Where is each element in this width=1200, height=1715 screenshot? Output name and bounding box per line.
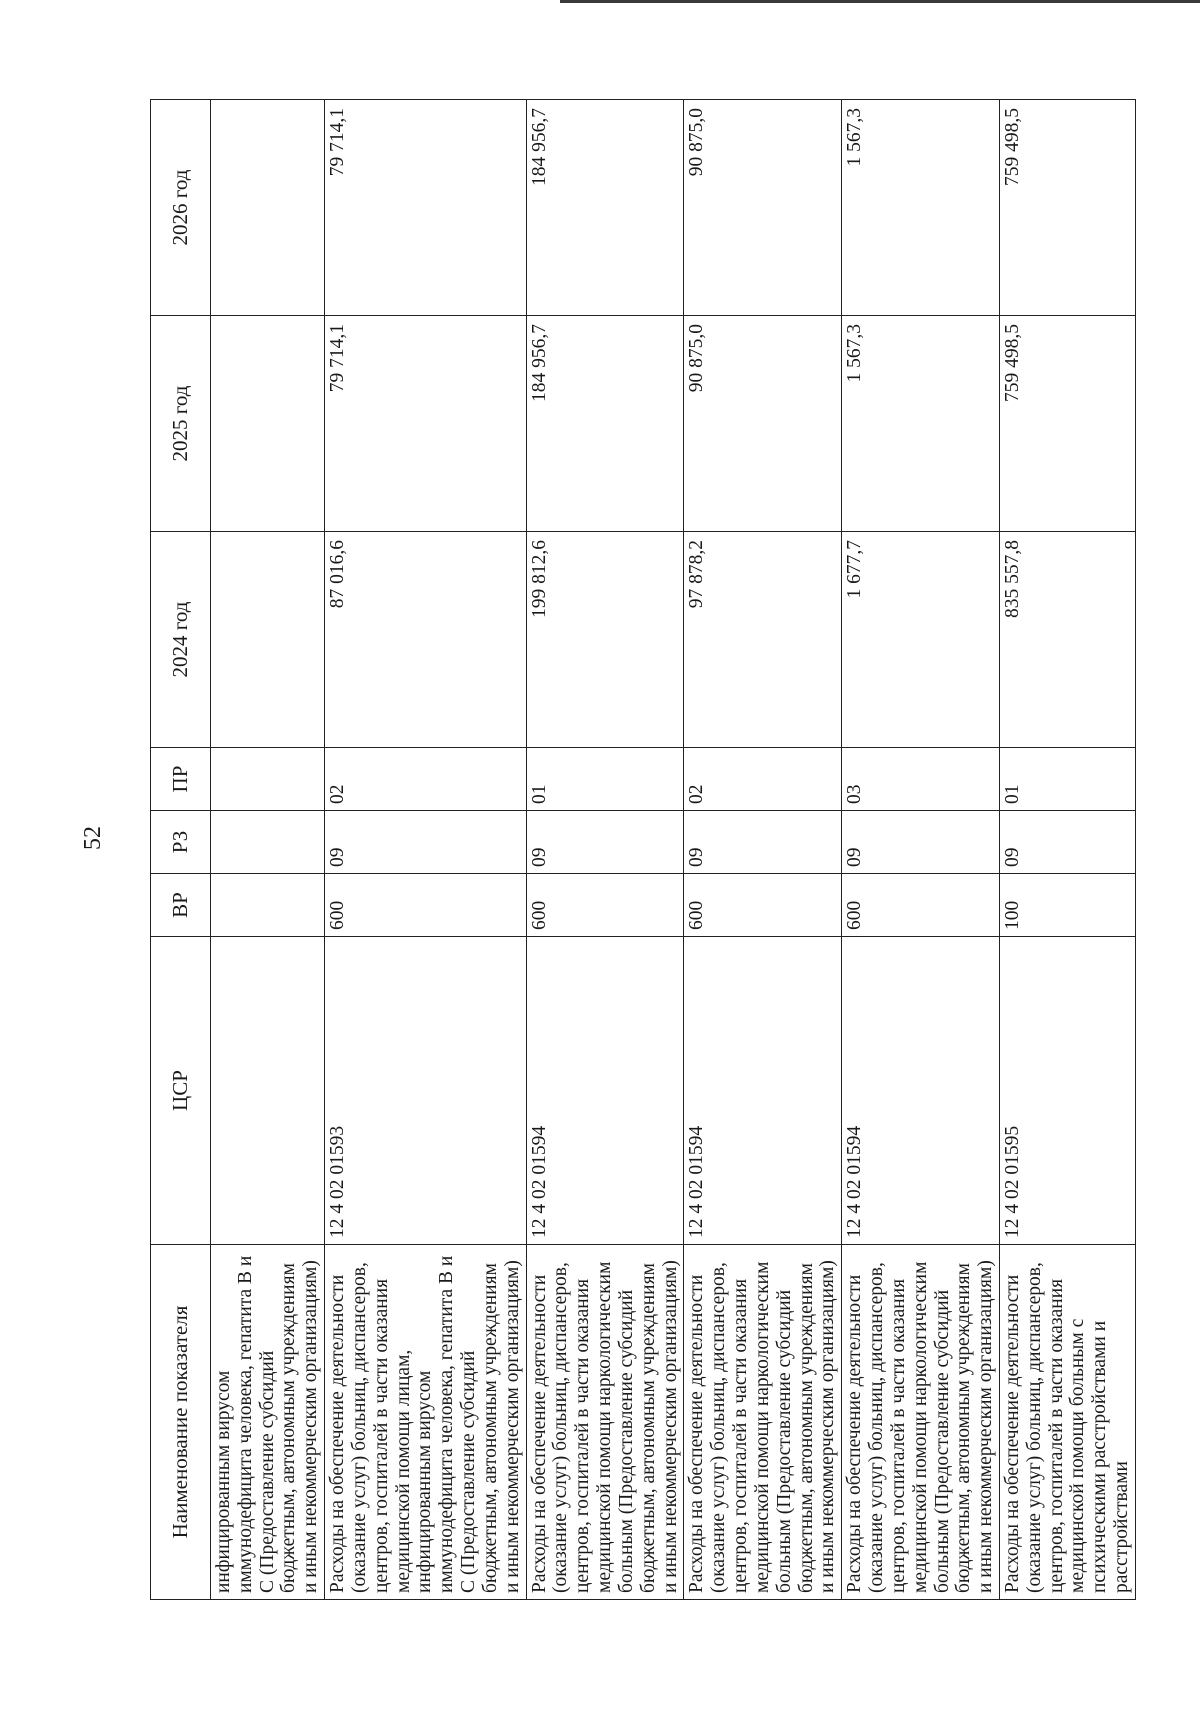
row-2025: 79 714,1 bbox=[325, 316, 526, 532]
row-2026: 1 567,3 bbox=[842, 100, 1000, 316]
row-name: Расходы на обеспечение деятельности (оказание услуг) больниц, диспансеров, центров, госпиталей в части оказания медицинской помощи наркологическим больным (Предоставление субсидий бюджетным, автономным учреждениям и иным некоммерческим организациям) bbox=[526, 1245, 684, 1600]
row-2024: 1 677,7 bbox=[842, 532, 1000, 748]
row-csr: 12 4 02 01594 bbox=[684, 937, 842, 1245]
row-pr bbox=[211, 748, 325, 811]
row-name: Расходы на обеспечение деятельности (оказание услуг) больниц, диспансеров, центров, госпиталей в части оказания медицинской помощи наркологическим больным (Предоставление субсидий бюджетным, автономным учреждениям и иным некоммерческим организациям) bbox=[684, 1245, 842, 1600]
row-rz: 09 bbox=[325, 811, 526, 874]
row-csr: 12 4 02 01595 bbox=[999, 937, 1135, 1245]
row-vr: 600 bbox=[842, 874, 1000, 937]
row-rz: 09 bbox=[842, 811, 1000, 874]
row-2025: 1 567,3 bbox=[842, 316, 1000, 532]
scan-edge-line bbox=[560, 0, 1200, 3]
table-row bbox=[325, 100, 526, 1600]
row-csr: 12 4 02 01594 bbox=[842, 937, 1000, 1245]
row-2025: 184 956,7 bbox=[526, 316, 684, 532]
row-pr: 01 bbox=[526, 748, 684, 811]
table-header-row bbox=[151, 100, 211, 1600]
row-2026: 79 714,1 bbox=[325, 100, 526, 316]
row-csr: 12 4 02 01593 bbox=[325, 937, 526, 1245]
row-csr: 12 4 02 01594 bbox=[526, 937, 684, 1245]
row-rz: 09 bbox=[999, 811, 1135, 874]
row-csr bbox=[211, 937, 325, 1245]
row-pr: 02 bbox=[325, 748, 526, 811]
row-pr: 01 bbox=[999, 748, 1135, 811]
row-name: Расходы на обеспечение деятельности (оказание услуг) больниц, диспансеров, центров, госпиталей в части оказания медицинской помощи лицам, инфицированным вирусом иммунодефицита человека, гепатита В и С (Предоставление субсидий бюджетным, автономным учреждениям и иным некоммерческим организациям) bbox=[325, 1245, 526, 1600]
table-row bbox=[211, 100, 325, 1600]
row-2024: 835 557,8 bbox=[999, 532, 1135, 748]
table-row bbox=[526, 100, 684, 1600]
row-2026 bbox=[211, 100, 325, 316]
table-row bbox=[842, 100, 1000, 1600]
header-2025: 2025 год bbox=[151, 316, 211, 532]
header-2024: 2024 год bbox=[151, 532, 211, 748]
header-csr: ЦСР bbox=[151, 937, 211, 1245]
row-2026: 759 498,5 bbox=[999, 100, 1135, 316]
row-vr: 600 bbox=[526, 874, 684, 937]
row-rz: 09 bbox=[684, 811, 842, 874]
row-rz: 09 bbox=[526, 811, 684, 874]
header-pr: ПР bbox=[151, 748, 211, 811]
row-2026: 184 956,7 bbox=[526, 100, 684, 316]
row-2024: 199 812,6 bbox=[526, 532, 684, 748]
row-vr: 100 bbox=[999, 874, 1135, 937]
row-name: Расходы на обеспечение деятельности (оказание услуг) больниц, диспансеров, центров, госпиталей в части оказания медицинской помощи наркологическим больным (Предоставление субсидий бюджетным, автономным учреждениям и иным некоммерческим организациям) bbox=[842, 1245, 1000, 1600]
row-vr: 600 bbox=[684, 874, 842, 937]
row-vr: 600 bbox=[325, 874, 526, 937]
row-2026: 90 875,0 bbox=[684, 100, 842, 316]
row-2025: 90 875,0 bbox=[684, 316, 842, 532]
header-name: Наименование показателя bbox=[151, 1245, 211, 1600]
row-rz bbox=[211, 811, 325, 874]
row-name: Расходы на обеспечение деятельности (оказание услуг) больниц, диспансеров, центров, госпиталей в части оказания медицинской помощи больным с психическими расстройствами и расстройствами bbox=[999, 1245, 1135, 1600]
row-2025: 759 498,5 bbox=[999, 316, 1135, 532]
row-pr: 02 bbox=[684, 748, 842, 811]
page-number: 52 bbox=[80, 826, 106, 850]
row-name: инфицированным вирусом иммунодефицита человека, гепатита В и С (Предоставление субсидий бюджетным, автономным учреждениям и иным некоммерческим организациям) bbox=[211, 1245, 325, 1600]
header-rz: РЗ bbox=[151, 811, 211, 874]
row-pr: 03 bbox=[842, 748, 1000, 811]
row-2025 bbox=[211, 316, 325, 532]
table-row bbox=[684, 100, 842, 1600]
row-2024: 87 016,6 bbox=[325, 532, 526, 748]
table-row bbox=[999, 100, 1135, 1600]
row-vr bbox=[211, 874, 325, 937]
budget-table bbox=[150, 99, 1136, 1600]
row-2024: 97 878,2 bbox=[684, 532, 842, 748]
budget-table-container bbox=[150, 100, 1133, 1600]
header-vr: ВР bbox=[151, 874, 211, 937]
header-2026: 2026 год bbox=[151, 100, 211, 316]
row-2024 bbox=[211, 532, 325, 748]
